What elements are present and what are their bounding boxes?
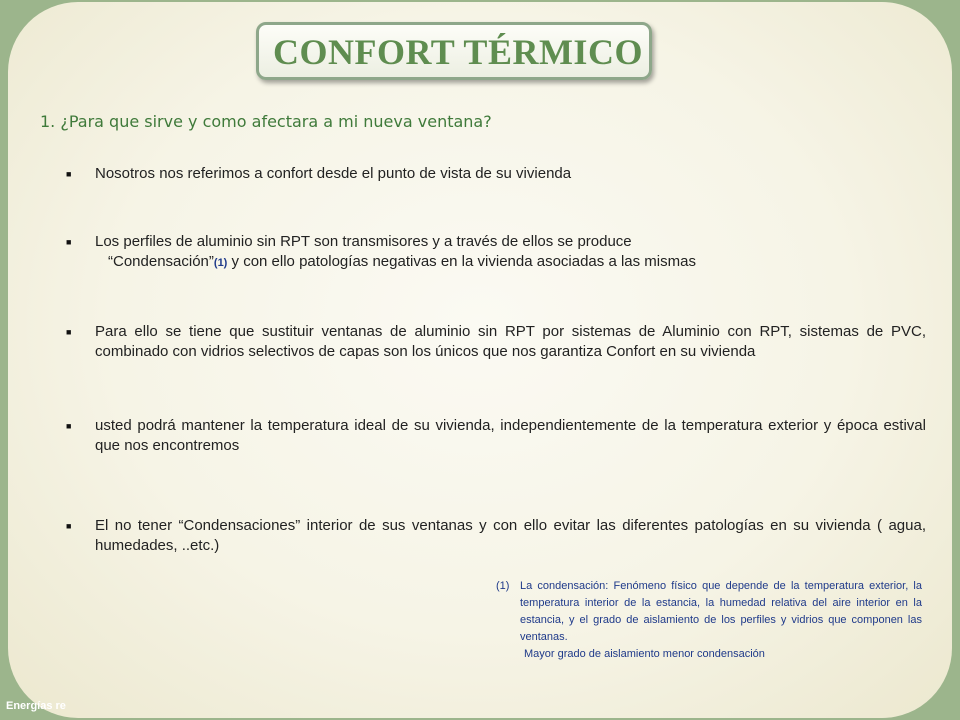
bullet-text: Para ello se tiene que sustituir ventanas de aluminio sin RPT por sistemas de Aluminio con RPT, sistemas de PVC, combinado con vidrios selectivos de capas son los únicos que nos garantiza Confort en su vivienda xyxy=(95,323,926,360)
bullet-item xyxy=(66,416,926,456)
page-title: CONFORT TÉRMICO xyxy=(273,32,643,72)
footnote-conclusion: Mayor grado de aislamiento menor condensación xyxy=(524,648,765,660)
bullet-text-tail: y con ello patologías negativas en la vivienda asociadas a las mismas xyxy=(227,253,696,270)
bullet-item xyxy=(66,322,926,362)
footnote xyxy=(496,578,922,663)
bullet-text: Los perfiles de aluminio sin RPT son transmisores y a través de ellos se produce xyxy=(95,233,632,250)
bullet-text-continued xyxy=(108,252,926,273)
bullet-marker: ■ xyxy=(66,421,72,431)
bullet-marker: ■ xyxy=(66,327,72,337)
condensation-term: “Condensación” xyxy=(108,253,214,270)
bullet-item xyxy=(66,232,926,273)
footnote-number: (1) xyxy=(496,580,510,592)
bullet-item xyxy=(66,516,926,556)
bullet-marker: ■ xyxy=(66,521,72,531)
section-heading: 1. ¿Para que sirve y como afectara a mi nueva ventana? xyxy=(40,112,492,131)
bullet-marker: ■ xyxy=(66,169,72,179)
footnote-reference: (1) xyxy=(213,257,228,269)
title-box xyxy=(256,22,652,80)
bullet-marker: ■ xyxy=(66,237,72,247)
footer-text: Energías re xyxy=(6,700,66,712)
footnote-text: La condensación: Fenómeno físico que depende de la temperatura exterior, la temperatura interior de la estancia, la humedad relativa del aire interior en la estancia, y el grado de aislamiento de los perfiles y vidrios que componen las ventanas. xyxy=(520,580,922,643)
bullet-text: usted podrá mantener la temperatura ideal de su vivienda, independientemente de la temperatura exterior y época estival que nos encontremos xyxy=(95,417,926,454)
bullet-item xyxy=(66,164,926,184)
bullet-text: Nosotros nos referimos a confort desde el punto de vista de su vivienda xyxy=(95,165,572,182)
bullet-text: El no tener “Condensaciones” interior de sus ventanas y con ello evitar las diferentes patologías en su vivienda ( agua, humedades, ..etc.) xyxy=(95,517,926,554)
